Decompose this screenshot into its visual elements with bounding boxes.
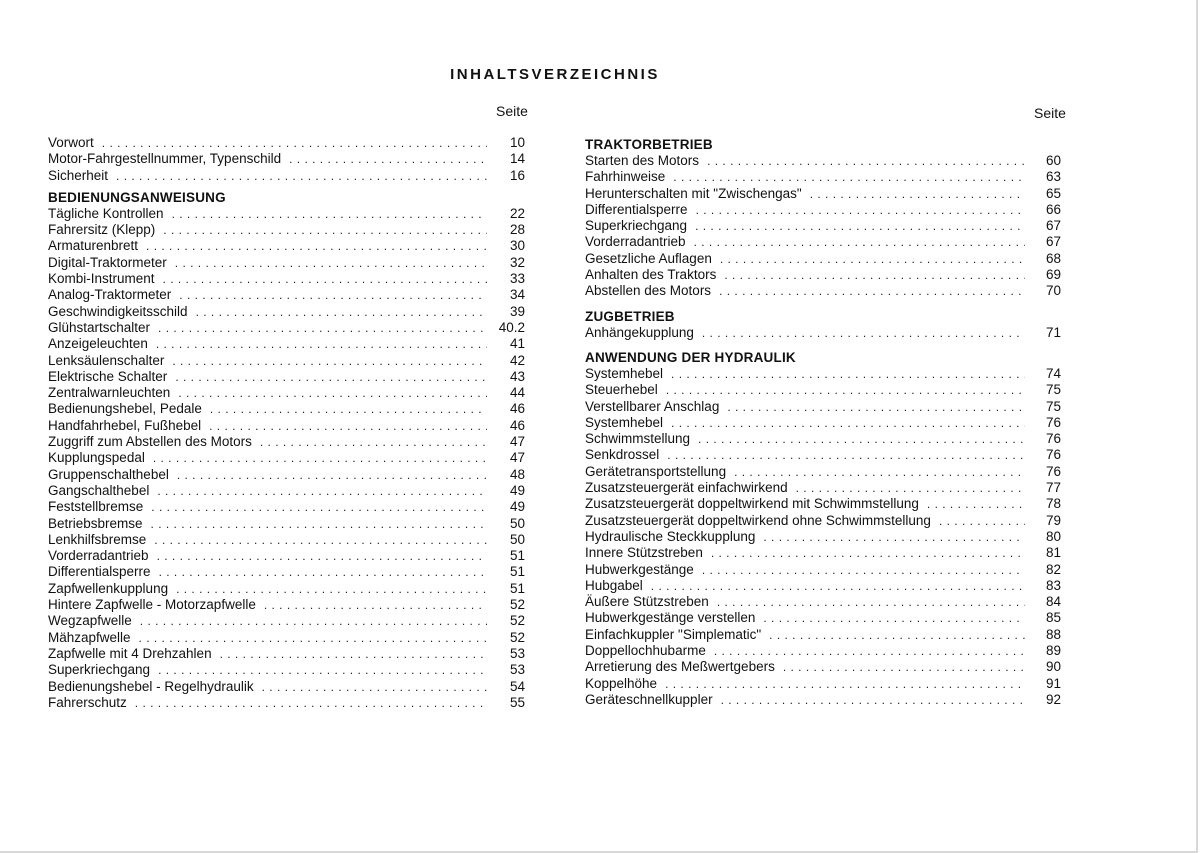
toc-entry-page-number: 49 (509, 482, 525, 498)
toc-entry-page-number: 43 (509, 368, 525, 384)
toc-entry-page-number: 81 (1045, 545, 1061, 561)
toc-entry (585, 578, 1061, 594)
toc-entry (48, 450, 525, 466)
toc-entry-page-number: 39 (509, 303, 525, 319)
toc-entry-label: Hubgabel (585, 577, 643, 593)
toc-entry-page-number: 77 (1045, 480, 1061, 496)
toc-entry (48, 418, 525, 434)
toc-entry-page-number: 53 (509, 662, 525, 678)
toc-entry (585, 202, 1061, 218)
dot-leader (763, 529, 1025, 545)
dot-leader (702, 562, 1025, 578)
toc-entry (48, 630, 525, 646)
page-title: INHALTSVERZEICHNIS (450, 66, 660, 83)
toc-entry-page-number: 89 (1045, 643, 1061, 659)
dot-leader (763, 610, 1025, 626)
dot-leader (695, 218, 1025, 234)
toc-entry-label: Verstellbarer Anschlag (585, 398, 720, 414)
toc-entry-label: Äußere Stützstreben (585, 594, 709, 610)
toc-entry-page-number: 28 (509, 222, 525, 238)
toc-entry-page-number: 52 (509, 597, 525, 613)
toc-right-column (585, 137, 1061, 708)
toc-entry (48, 238, 525, 254)
toc-entry (585, 415, 1061, 431)
toc-entry (48, 401, 525, 417)
toc-entry-page-number: 79 (1045, 512, 1061, 528)
dot-leader (720, 251, 1025, 267)
dot-leader (673, 169, 1025, 185)
toc-entry-label: Zuggriff zum Abstellen des Motors (48, 434, 252, 450)
toc-entry-label: Tägliche Kontrollen (48, 205, 164, 221)
section-heading: TRAKTORBETRIEB (585, 137, 713, 152)
dot-leader (717, 594, 1025, 610)
dot-leader (702, 325, 1025, 341)
dot-leader (116, 168, 487, 184)
toc-entry (48, 483, 525, 499)
toc-entry-label: Zentralwarnleuchten (48, 385, 171, 401)
dot-leader (810, 186, 1025, 202)
toc-entry-label: Arretierung des Meßwertgebers (585, 659, 775, 675)
toc-entry (48, 135, 525, 151)
toc-entry-page-number: 76 (1045, 447, 1061, 463)
dot-leader (196, 304, 487, 320)
toc-entry (585, 234, 1061, 250)
toc-entry-page-number: 70 (1045, 283, 1061, 299)
toc-entry-page-number: 91 (1045, 675, 1061, 691)
toc-entry-page-number: 34 (509, 287, 525, 303)
dot-leader (176, 581, 487, 597)
dot-leader (707, 153, 1025, 169)
dot-leader (163, 222, 487, 238)
toc-entry-page-number: 46 (509, 401, 525, 417)
toc-entry-label: Lenkhilfsbremse (48, 531, 147, 547)
toc-entry-page-number: 10 (509, 135, 525, 150)
section-heading: BEDIENUNGSANWEISUNG (48, 189, 226, 205)
toc-entry (48, 679, 525, 695)
toc-entry (585, 366, 1061, 382)
toc-entry-label: Handfahrhebel, Fußhebel (48, 417, 202, 433)
toc-entry-label: Einfachkuppler "Simplematic" (585, 626, 762, 642)
toc-entry-page-number: 74 (1045, 365, 1061, 381)
toc-entry-label: Senkdrossel (585, 447, 660, 463)
toc-entry (48, 581, 525, 597)
dot-leader (158, 662, 487, 678)
toc-entry-label: Vorderradantrieb (48, 548, 149, 564)
dot-leader (163, 271, 487, 287)
toc-entry (48, 168, 525, 184)
toc-entry (585, 480, 1061, 496)
toc-entry-page-number: 71 (1045, 324, 1061, 340)
toc-entry-page-number: 76 (1045, 431, 1061, 447)
toc-entry (585, 643, 1061, 659)
toc-entry (585, 692, 1061, 708)
toc-entry-label: Systemhebel (585, 365, 664, 381)
toc-entry-label: Steuerhebel (585, 382, 658, 398)
toc-entry-page-number: 50 (509, 515, 525, 531)
toc-entry (585, 496, 1061, 512)
toc-entry (585, 153, 1061, 169)
toc-entry-label: Geschwindigkeitsschild (48, 303, 188, 319)
toc-entry (48, 255, 525, 271)
toc-entry-label: Anzeigeleuchten (48, 336, 148, 352)
dot-leader (156, 336, 487, 352)
toc-entry (48, 613, 525, 629)
toc-entry (48, 548, 525, 564)
dot-leader (651, 578, 1025, 594)
toc-entry-label: Superkriechgang (48, 662, 151, 678)
dot-leader (140, 613, 487, 629)
toc-entry (585, 218, 1061, 234)
toc-entry (48, 336, 525, 352)
toc-entry-label: Gerätetransportstellung (585, 463, 727, 479)
dot-leader (264, 597, 487, 613)
toc-entry-label: Starten des Motors (585, 153, 700, 168)
toc-entry-page-number: 52 (509, 629, 525, 645)
toc-entry (48, 287, 525, 303)
dot-leader (671, 415, 1025, 431)
toc-entry-page-number: 51 (509, 580, 525, 596)
toc-entry-page-number: 63 (1045, 169, 1061, 185)
toc-entry (48, 151, 525, 167)
toc-entry-label: Gesetzliche Auflagen (585, 250, 712, 266)
toc-entry-label: Vorderradantrieb (585, 234, 686, 250)
toc-entry-label: Zusatzsteuergerät einfachwirkend (585, 480, 788, 496)
dot-leader (210, 401, 487, 417)
dot-leader (154, 532, 487, 548)
dot-leader (172, 353, 487, 369)
toc-entry (585, 610, 1061, 626)
toc-entry (48, 434, 525, 450)
toc-entry-label: Superkriechgang (585, 218, 688, 234)
toc-entry (585, 676, 1061, 692)
toc-entry-label: Systemhebel (585, 414, 664, 430)
toc-entry-page-number: 47 (509, 434, 525, 450)
toc-entry-page-number: 14 (509, 151, 525, 167)
dot-leader (151, 516, 487, 532)
toc-entry (48, 385, 525, 401)
toc-entry-label: Koppelhöhe (585, 675, 658, 691)
toc-entry-label: Motor-Fahrgestellnummer, Typenschild (48, 151, 282, 167)
dot-leader (157, 483, 487, 499)
toc-entry-page-number: 51 (509, 548, 525, 564)
toc-entry-label: Analog-Traktormeter (48, 287, 172, 303)
toc-left-column (48, 135, 525, 711)
toc-entry-label: Sicherheit (48, 167, 109, 183)
toc-entry-label: Herunterschalten mit "Zwischengas" (585, 185, 802, 201)
toc-entry-label: Bedienungshebel - Regelhydraulik (48, 678, 254, 694)
toc-entry-page-number: 75 (1045, 382, 1061, 398)
dot-leader (796, 480, 1025, 496)
dot-leader (734, 464, 1025, 480)
dot-leader (157, 548, 487, 564)
toc-entry-page-number: 67 (1045, 234, 1061, 250)
toc-entry (48, 597, 525, 613)
toc-entry-page-number: 52 (509, 613, 525, 629)
dot-leader (179, 287, 487, 303)
toc-entry-page-number: 41 (509, 336, 525, 352)
toc-entry (585, 659, 1061, 675)
dot-leader (727, 399, 1025, 415)
dot-leader (153, 450, 487, 466)
toc-entry-page-number: 22 (509, 205, 525, 221)
toc-entry (585, 251, 1061, 267)
toc-entry (585, 267, 1061, 283)
dot-leader (158, 320, 487, 336)
toc-entry (585, 464, 1061, 480)
dot-leader (102, 135, 487, 151)
toc-entry-page-number: 88 (1045, 626, 1061, 642)
dot-leader (146, 238, 487, 254)
seite-label-right: Seite (1034, 105, 1066, 121)
toc-entry-page-number: 32 (509, 254, 525, 270)
dot-leader (209, 418, 487, 434)
toc-entry-page-number: 65 (1045, 185, 1061, 201)
dot-leader (135, 695, 487, 711)
toc-entry-label: Lenksäulenschalter (48, 352, 165, 368)
toc-entry-page-number: 75 (1045, 398, 1061, 414)
toc-entry (48, 353, 525, 369)
dot-leader (139, 630, 487, 646)
toc-entry-label: Mähzapfwelle (48, 629, 131, 645)
toc-entry (585, 283, 1061, 299)
toc-entry (48, 369, 525, 385)
toc-entry-page-number: 76 (1045, 463, 1061, 479)
toc-entry (48, 467, 525, 483)
toc-entry (585, 431, 1061, 447)
toc-entry-page-number: 46 (509, 417, 525, 433)
toc-entry (48, 532, 525, 548)
toc-entry (585, 399, 1061, 415)
dot-leader (698, 431, 1025, 447)
toc-entry-page-number: 40.2 (498, 319, 525, 335)
toc-entry (48, 206, 525, 222)
toc-entry-label: Feststellbremse (48, 499, 144, 515)
toc-entry-page-number: 42 (509, 352, 525, 368)
toc-entry-label: Doppellochhubarme (585, 643, 706, 659)
dot-leader (151, 499, 487, 515)
toc-entry (48, 564, 525, 580)
dot-leader (721, 692, 1025, 708)
toc-entry-label: Kupplungspedal (48, 450, 145, 466)
toc-entry-label: Differentialsperre (585, 201, 688, 217)
toc-entry-page-number: 48 (509, 466, 525, 482)
toc-entry (48, 695, 525, 711)
toc-entry-label: Hubwerkgestänge verstellen (585, 610, 756, 626)
toc-entry-label: Gangschalthebel (48, 482, 150, 498)
dot-leader (694, 234, 1025, 250)
toc-entry (48, 516, 525, 532)
toc-entry (585, 627, 1061, 643)
toc-entry (585, 325, 1061, 341)
dot-leader (289, 151, 487, 167)
toc-entry-label: Hintere Zapfwelle - Motorzapfwelle (48, 597, 256, 613)
dot-leader (260, 434, 487, 450)
toc-entry-label: Wegzapfwelle (48, 613, 132, 629)
toc-entry-label: Armaturenbrett (48, 238, 139, 254)
toc-entry (48, 222, 525, 238)
toc-entry-label: Hydraulische Steckkupplung (585, 528, 756, 544)
toc-entry-page-number: 55 (509, 694, 525, 710)
toc-entry-page-number: 16 (509, 167, 525, 183)
toc-entry-page-number: 76 (1045, 414, 1061, 430)
dot-leader (666, 382, 1025, 398)
toc-entry-label: Geräteschnellkuppler (585, 691, 713, 707)
toc-entry-label: Fahrerschutz (48, 694, 127, 710)
toc-entry-page-number: 69 (1045, 267, 1061, 283)
toc-entry-label: Bedienungshebel, Pedale (48, 401, 202, 417)
toc-entry (585, 513, 1061, 529)
dot-leader (262, 679, 487, 695)
dot-leader (927, 496, 1025, 512)
toc-entry-page-number: 92 (1045, 691, 1061, 707)
toc-entry-label: Zusatzsteuergerät doppeltwirkend mit Schwimmstellung (585, 496, 919, 512)
toc-entry-label: Glühstartschalter (48, 319, 151, 335)
toc-entry-label: Zapfwelle mit 4 Drehzahlen (48, 645, 212, 661)
dot-leader (939, 513, 1025, 529)
dot-leader (769, 627, 1025, 643)
toc-entry-label: Anhängekupplung (585, 324, 694, 340)
dot-leader (175, 255, 487, 271)
dot-leader (220, 646, 487, 662)
toc-entry-label: Gruppenschalthebel (48, 466, 169, 482)
toc-entry (48, 320, 525, 336)
toc-entry-page-number: 47 (509, 450, 525, 466)
toc-entry-label: Innere Stützstreben (585, 545, 703, 561)
toc-entry-page-number: 30 (509, 238, 525, 254)
dot-leader (172, 206, 487, 222)
toc-entry (585, 186, 1061, 202)
toc-entry-label: Kombi-Instrument (48, 271, 155, 287)
toc-entry-page-number: 49 (509, 499, 525, 515)
dot-leader (714, 643, 1025, 659)
dot-leader (665, 676, 1025, 692)
dot-leader (159, 564, 487, 580)
dot-leader (671, 366, 1025, 382)
toc-entry (48, 646, 525, 662)
toc-entry (585, 447, 1061, 463)
toc-entry-page-number: 44 (509, 385, 525, 401)
dot-leader (711, 545, 1025, 561)
toc-entry-label: Anhalten des Traktors (585, 267, 717, 283)
dot-leader (696, 202, 1025, 218)
toc-entry (48, 499, 525, 515)
toc-entry-page-number: 33 (509, 271, 525, 287)
toc-entry-label: Schwimmstellung (585, 431, 691, 447)
toc-entry-label: Elektrische Schalter (48, 368, 168, 384)
dot-leader (724, 267, 1025, 283)
toc-entry-page-number: 85 (1045, 610, 1061, 626)
toc-entry (585, 169, 1061, 185)
toc-entry (585, 529, 1061, 545)
dot-leader (719, 283, 1025, 299)
toc-entry-label: Digital-Traktormeter (48, 254, 167, 270)
toc-entry-page-number: 68 (1045, 250, 1061, 266)
section-heading: ZUGBETRIEB (585, 308, 675, 324)
toc-entry-page-number: 90 (1045, 659, 1061, 675)
toc-entry-page-number: 67 (1045, 218, 1061, 234)
toc-entry-label: Betriebsbremse (48, 515, 143, 531)
toc-entry-label: Vorwort (48, 135, 94, 150)
toc-entry-page-number: 78 (1045, 496, 1061, 512)
toc-entry-page-number: 84 (1045, 594, 1061, 610)
toc-entry-label: Zapfwellenkupplung (48, 580, 169, 596)
toc-entry-label: Fahrersitz (Klepp) (48, 222, 156, 238)
seite-label-left: Seite (496, 103, 528, 119)
toc-entry (585, 594, 1061, 610)
toc-entry-page-number: 66 (1045, 201, 1061, 217)
toc-entry-page-number: 53 (509, 645, 525, 661)
toc-entry (585, 545, 1061, 561)
section-heading: ANWENDUNG DER HYDRAULIK (585, 349, 796, 365)
toc-entry (48, 662, 525, 678)
toc-entry-label: Fahrhinweise (585, 169, 666, 185)
toc-entry (585, 562, 1061, 578)
dot-leader (178, 385, 487, 401)
toc-entry-page-number: 54 (509, 678, 525, 694)
toc-entry-page-number: 60 (1045, 153, 1061, 168)
toc-entry-page-number: 80 (1045, 528, 1061, 544)
toc-entry-page-number: 51 (509, 564, 525, 580)
toc-entry-page-number: 82 (1045, 561, 1061, 577)
toc-entry (48, 271, 525, 287)
toc-entry-label: Abstellen des Motors (585, 283, 712, 299)
toc-entry (585, 382, 1061, 398)
toc-entry (48, 304, 525, 320)
toc-entry-label: Hubwerkgestänge (585, 561, 694, 577)
dot-leader (175, 369, 487, 385)
toc-entry-page-number: 50 (509, 531, 525, 547)
toc-entry-label: Differentialsperre (48, 564, 151, 580)
toc-entry-page-number: 83 (1045, 577, 1061, 593)
dot-leader (177, 467, 487, 483)
dot-leader (667, 447, 1025, 463)
dot-leader (783, 659, 1025, 675)
toc-entry-label: Zusatzsteuergerät doppeltwirkend ohne Schwimmstellung (585, 512, 931, 528)
